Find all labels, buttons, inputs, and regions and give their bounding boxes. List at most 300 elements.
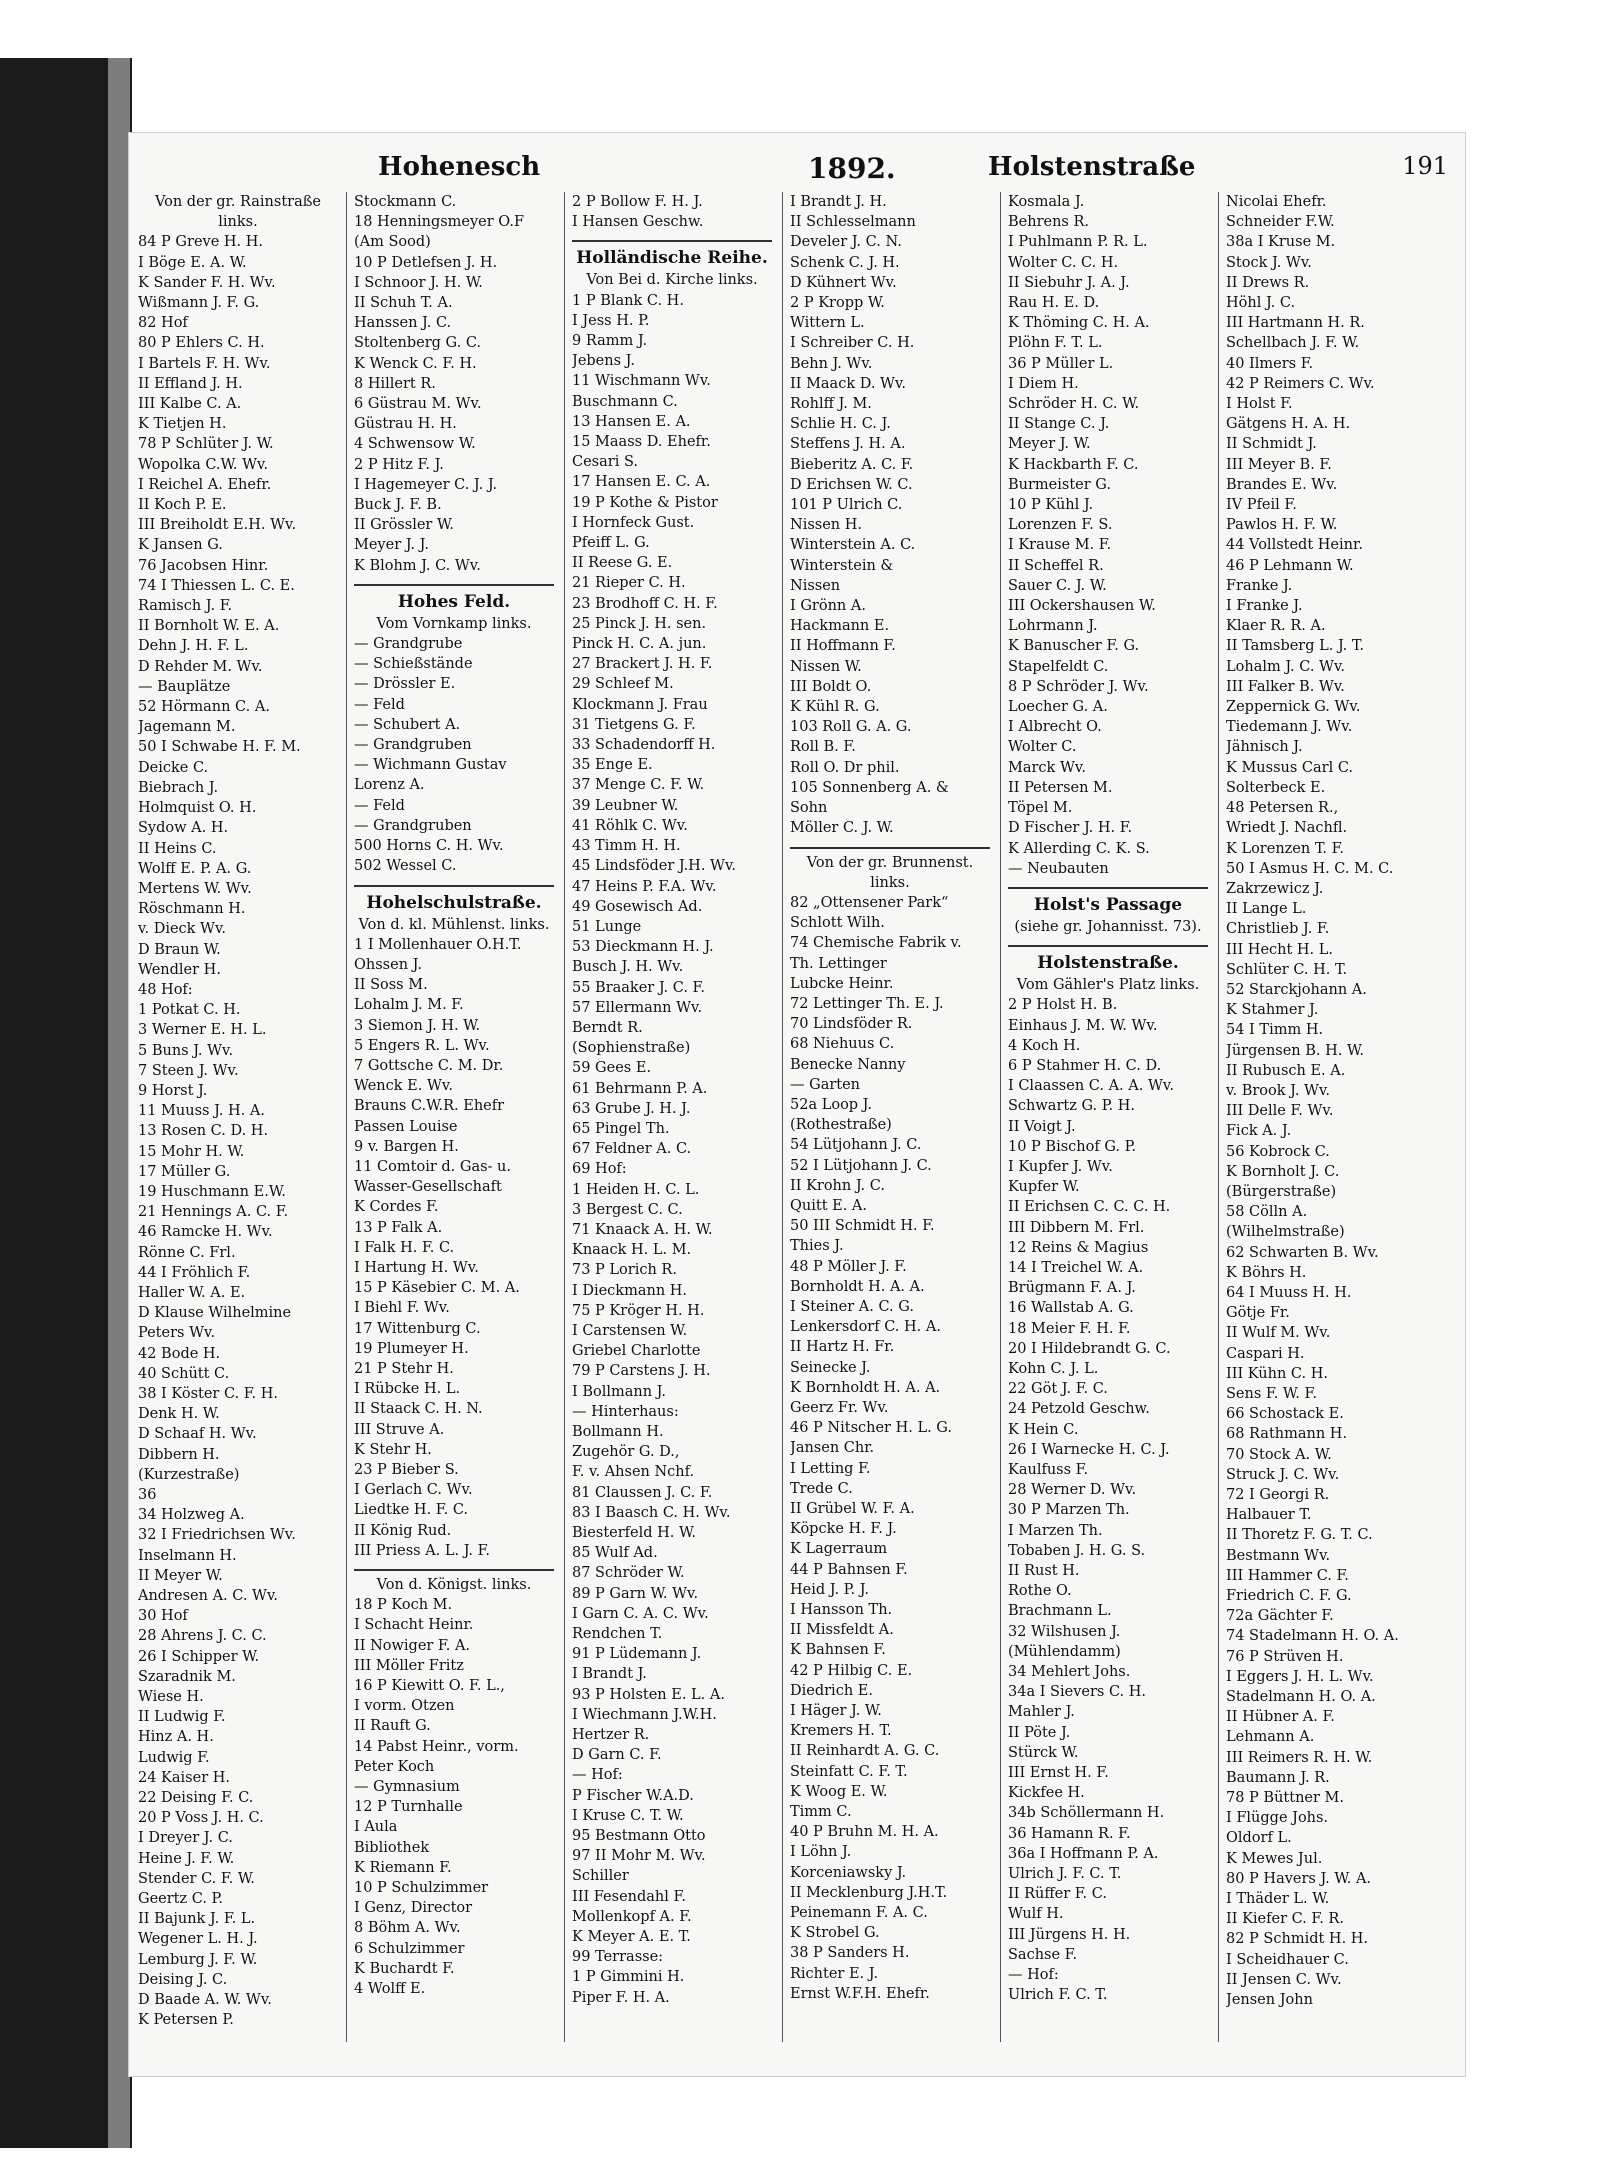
directory-entry: Nissen W. <box>790 658 862 675</box>
column-3 <box>572 192 772 2032</box>
directory-entry: III Möller Fritz <box>354 1657 464 1674</box>
directory-entry: I Bartels F. H. Wv. <box>138 355 271 372</box>
directory-entry: 2 P Holst H. B. <box>1008 997 1118 1014</box>
directory-entry: 39 Leubner W. <box>572 797 679 814</box>
directory-entry: I Dieckmann H. <box>572 1282 688 1299</box>
directory-entry: 81 Claussen J. C. F. <box>572 1484 713 1501</box>
directory-entry: Kosmala J. <box>1008 194 1085 210</box>
directory-entry: 1 P Gimmini H. <box>572 1969 685 1986</box>
directory-entry: I Flügge Johs. <box>1226 1810 1329 1827</box>
directory-entry: Schenk C. J. H. <box>790 254 900 271</box>
directory-entry: I vorm. Otzen <box>354 1698 455 1715</box>
directory-entry: II Krohn J. C. <box>790 1177 885 1194</box>
directory-entry: Deising J. C. <box>138 1971 228 1988</box>
directory-entry: 36 Hamann R. F. <box>1008 1825 1131 1842</box>
header-left-street: Hohenesch <box>378 152 541 182</box>
directory-entry: 70 Stock A. W. <box>1226 1446 1332 1463</box>
directory-entry: 3 Bergest C. C. <box>572 1201 683 1218</box>
directory-entry: 15 Mohr H. W. <box>138 1143 245 1160</box>
directory-entry: Schlüter C. H. T. <box>1226 961 1348 978</box>
directory-entry: Dehn J. H. F. L. <box>138 638 249 655</box>
column-rule <box>1000 192 1001 2042</box>
directory-entry: 27 Brackert J. H. F. <box>572 656 713 673</box>
directory-entry: 8 Böhm A. Wv. <box>354 1920 461 1937</box>
directory-entry: — Hinterhaus: <box>572 1403 679 1420</box>
page-header <box>128 152 1466 186</box>
directory-entry: D Schaaf H. Wv. <box>138 1426 257 1443</box>
directory-entry: 34 Holzweg A. <box>138 1507 245 1524</box>
directory-entry: v. Dieck Wv. <box>138 921 227 938</box>
directory-entry: K Mewes Jul. <box>1226 1850 1323 1867</box>
directory-entry: Christlieb J. F. <box>1226 921 1330 938</box>
directory-entry: Busch J. H. Wv. <box>572 959 684 976</box>
directory-entry: 82 Hof <box>138 315 188 332</box>
directory-entry: K Buchardt F. <box>354 1960 455 1977</box>
directory-entry: Von der gr. Brunnenst. <box>806 854 974 871</box>
directory-entry: Geerz Fr. Wv. <box>790 1399 889 1416</box>
directory-entry: 56 Kobrock C. <box>1226 1143 1330 1160</box>
directory-entry: Sohn <box>790 800 828 817</box>
directory-entry: III Kalbe C. A. <box>138 396 242 413</box>
directory-entry: I Albrecht O. <box>1008 719 1102 736</box>
directory-entry: 21 Rieper C. H. <box>572 575 686 592</box>
directory-entry: 24 Petzold Geschw. <box>1008 1401 1150 1418</box>
directory-entry: Loecher G. A. <box>1008 699 1108 716</box>
directory-entry: III Ockershausen W. <box>1008 598 1156 615</box>
directory-entry: Steinfatt C. F. T. <box>790 1763 908 1780</box>
directory-entry: I Scheidhauer C. <box>1226 1951 1349 1968</box>
directory-entry: 82 „Ottensener Park“ <box>790 894 949 911</box>
street-heading: Holländische Reihe. <box>576 248 768 269</box>
directory-entry: Möller C. J. W. <box>790 820 894 837</box>
directory-entry: K Bornholt J. C. <box>1226 1163 1340 1180</box>
column-rule <box>1218 192 1219 2042</box>
directory-entry: 16 P Kiewitt O. F. L., <box>354 1678 505 1695</box>
column-6 <box>1226 192 1458 2032</box>
directory-entry: 19 Huschmann E.W. <box>138 1183 286 1200</box>
directory-entry: Geertz C. P. <box>138 1891 223 1908</box>
directory-entry: II Maack D. Wv. <box>790 375 907 392</box>
directory-entry: II Heins C. <box>138 840 217 857</box>
directory-entry: Benecke Nanny <box>790 1056 906 1073</box>
directory-entry: 61 Behrmann P. A. <box>572 1080 708 1097</box>
directory-entry: Peinemann F. A. C. <box>790 1905 928 1922</box>
directory-entry: Schiller <box>572 1868 629 1885</box>
directory-entry: Caspari H. <box>1226 1345 1305 1362</box>
directory-entry: 36a I Hoffmann P. A. <box>1008 1845 1159 1862</box>
directory-entry: III Delle F. Wv. <box>1226 1103 1334 1120</box>
directory-entry: 105 Sonnenberg A. & <box>790 779 949 796</box>
section-divider <box>1008 879 1208 889</box>
directory-entry: 52 Starckjohann A. <box>1226 981 1367 998</box>
directory-entry: 73 P Lorich R. <box>572 1262 677 1279</box>
directory-entry: II Petersen M. <box>1008 779 1113 796</box>
directory-entry: II Hartz H. Fr. <box>790 1339 895 1356</box>
directory-entry: Hinz A. H. <box>138 1729 214 1746</box>
directory-entry: Jensen John <box>1226 1992 1313 2009</box>
directory-entry: — Hof: <box>572 1767 623 1784</box>
directory-entry: D Rehder M. Wv. <box>138 658 263 675</box>
directory-entry: 18 P Koch M. <box>354 1597 453 1614</box>
directory-entry: Lorenzen F. S. <box>1008 517 1113 534</box>
directory-entry: Quitt E. A. <box>790 1197 868 1214</box>
directory-entry: D Fischer J. H. F. <box>1008 820 1133 837</box>
directory-entry: 1 I Mollenhauer O.H.T. <box>354 936 522 953</box>
directory-entry: 13 Hansen E. A. <box>572 413 691 430</box>
directory-entry: Klaer R. R. A. <box>1226 618 1326 635</box>
section-divider <box>354 576 554 586</box>
directory-entry: Röschmann H. <box>138 901 246 918</box>
directory-entry: 52 Hörmann C. A. <box>138 699 270 716</box>
directory-entry: 2 P Kropp W. <box>790 295 885 312</box>
directory-entry: Rönne C. Frl. <box>138 1244 236 1261</box>
directory-entry: K Tietjen H. <box>138 416 227 433</box>
directory-entry: 70 Lindsföder R. <box>790 1016 913 1033</box>
directory-entry: Vom Vornkamp links. <box>376 615 532 632</box>
directory-entry: Seinecke J. <box>790 1359 871 1376</box>
directory-entry: Griebel Charlotte <box>572 1343 701 1360</box>
directory-entry: Denk H. W. <box>138 1406 220 1423</box>
header-right-street: Holstenstraße <box>988 152 1196 182</box>
directory-entry: 72 I Georgi R. <box>1226 1487 1330 1503</box>
directory-entry: 1 Heiden H. C. L. <box>572 1181 700 1198</box>
directory-entry: 59 Gees E. <box>572 1060 652 1077</box>
directory-entry: I Reichel A. Ehefr. <box>138 476 272 493</box>
directory-entry: Plöhn F. T. L. <box>1008 335 1103 352</box>
directory-entry: Struck J. C. Wv. <box>1226 1466 1340 1483</box>
directory-entry: Tiedemann J. Wv. <box>1226 719 1353 736</box>
directory-entry: 41 Röhlk C. Wv. <box>572 817 688 834</box>
directory-entry: 11 Muuss J. H. A. <box>138 1103 265 1120</box>
directory-entry: Stürck W. <box>1008 1744 1079 1761</box>
directory-entry: II Mecklenburg J.H.T. <box>790 1884 948 1901</box>
directory-entry: 17 Wittenburg C. <box>354 1320 481 1337</box>
directory-entry: Von d. kl. Mühlenst. links. <box>358 916 550 933</box>
directory-entry: I Letting F. <box>790 1460 871 1477</box>
directory-entry: Lohalm J. C. Wv. <box>1226 658 1346 675</box>
directory-entry: K Sander F. H. Wv. <box>138 274 276 291</box>
directory-entry: Wopolka C.W. Wv. <box>138 456 269 473</box>
directory-entry: 5 Engers R. L. Wv. <box>354 1037 490 1054</box>
directory-entry: Friedrich C. F. G. <box>1226 1588 1352 1605</box>
directory-entry: K Woog E. W. <box>790 1783 888 1800</box>
directory-entry: II Meyer W. <box>138 1567 223 1584</box>
directory-entry: Ulrich F. C. T. <box>1008 1987 1108 2004</box>
directory-entry: Einhaus J. M. W. Wv. <box>1008 1017 1158 1034</box>
directory-entry: Hackmann E. <box>790 618 890 635</box>
directory-entry: K Blohm J. C. Wv. <box>354 557 481 574</box>
directory-entry: 93 P Holsten E. L. A. <box>572 1686 725 1703</box>
directory-entry: (siehe gr. Johannisst. 73). <box>1014 918 1202 935</box>
directory-entry: 53 Dieckmann H. J. <box>572 939 714 956</box>
directory-entry: I Holst F. <box>1226 396 1293 413</box>
directory-entry: 500 Horns C. H. Wv. <box>354 838 504 855</box>
directory-entry: — Grandgrube <box>354 636 463 653</box>
directory-entry: Lehmann A. <box>1226 1729 1315 1746</box>
directory-entry: I Marzen Th. <box>1008 1522 1103 1539</box>
directory-entry: 6 Güstrau M. Wv. <box>354 396 482 413</box>
directory-entry: 26 I Warnecke H. C. J. <box>1008 1441 1170 1458</box>
directory-entry: Köpcke H. F. J. <box>790 1521 897 1538</box>
directory-entry: I Hartung H. Wv. <box>354 1259 479 1276</box>
directory-entry: 33 Schadendorff H. <box>572 737 716 754</box>
directory-entry: Thies J. <box>790 1238 844 1255</box>
directory-entry: (Sophienstraße) <box>572 1040 691 1057</box>
directory-entry: Pfeiff L. G. <box>572 535 650 552</box>
directory-entry: I Falk H. F. C. <box>354 1239 455 1256</box>
directory-entry: II Thoretz F. G. T. C. <box>1226 1527 1373 1544</box>
directory-entry: Ramisch J. F. <box>138 598 233 615</box>
directory-entry: 99 Terrasse: <box>572 1949 664 1966</box>
directory-entry: Sens F. W. F. <box>1226 1385 1317 1402</box>
directory-entry: I Wiechmann J.W.H. <box>572 1706 717 1723</box>
directory-entry: I Hornfeck Gust. <box>572 514 695 531</box>
directory-entry: 32 I Friedrichsen Wv. <box>138 1527 296 1544</box>
directory-entry: 23 Brodhoff C. H. F. <box>572 595 718 612</box>
directory-entry: 78 P Büttner M. <box>1226 1790 1344 1807</box>
directory-entry: III Hecht H. L. <box>1226 941 1334 958</box>
directory-entry: I Kruse C. T. W. <box>572 1807 684 1824</box>
directory-entry: Wolter C. <box>1008 739 1077 756</box>
street-heading: Holst's Passage <box>1033 894 1183 915</box>
directory-entry: 7 Steen J. Wv. <box>138 1062 239 1079</box>
directory-entry: II Grössler W. <box>354 517 454 534</box>
directory-entry: Ernst W.F.H. Ehefr. <box>790 1985 930 2002</box>
directory-entry: 76 P Strüven H. <box>1226 1648 1344 1665</box>
directory-entry: I Rübcke H. L. <box>354 1381 461 1398</box>
directory-entry: Schlott Wilh. <box>790 915 885 932</box>
directory-entry: Mollenkopf A. F. <box>572 1908 692 1925</box>
directory-entry: I Claassen C. A. A. Wv. <box>1008 1078 1174 1095</box>
directory-entry: Roll O. Dr phil. <box>790 759 900 776</box>
directory-entry: Kupfer W. <box>1008 1179 1080 1196</box>
directory-entry: Lohrmann J. <box>1008 618 1098 635</box>
directory-entry: 5 Buns J. Wv. <box>138 1042 234 1059</box>
directory-entry: 50 I Asmus H. C. M. C. <box>1226 860 1394 877</box>
directory-entry: II Effland J. H. <box>138 375 243 392</box>
directory-entry: 4 Koch H. <box>1008 1037 1081 1054</box>
directory-entry: Steffens J. H. A. <box>790 436 906 453</box>
directory-entry: Holmquist O. H. <box>138 800 257 817</box>
directory-entry: II Missfeldt A. <box>790 1622 894 1639</box>
directory-entry: 4 Schwensow W. <box>354 436 476 453</box>
directory-entry: 4 Wolff E. <box>354 1981 426 1998</box>
directory-entry: Ohssen J. <box>354 956 422 973</box>
street-heading: Hohes Feld. <box>397 591 511 612</box>
directory-entry: 2 P Hitz F. J. <box>354 456 444 473</box>
directory-entry: Behrens R. <box>1008 214 1090 231</box>
directory-entry: II Hübner A. F. <box>1226 1709 1335 1726</box>
directory-entry: I Schacht Heinr. <box>354 1617 474 1634</box>
directory-entry: Götje Fr. <box>1226 1305 1290 1322</box>
directory-entry: 76 Jacobsen Hinr. <box>138 557 269 574</box>
header-year: 1892. <box>808 152 896 185</box>
directory-entry: Lohalm J. M. F. <box>354 997 464 1014</box>
directory-entry: Wiese H. <box>138 1689 204 1706</box>
directory-entry: 65 Pingel Th. <box>572 1120 670 1137</box>
directory-entry: K Mussus Carl C. <box>1226 759 1354 776</box>
directory-entry: 10 P Kühl J. <box>1008 497 1094 514</box>
directory-entry: Schneider F.W. <box>1226 214 1335 231</box>
directory-entry: II Grübel W. F. A. <box>790 1501 915 1517</box>
directory-entry: 58 Cölln A. <box>1226 1204 1308 1221</box>
directory-entry: Nicolai Ehefr. <box>1226 194 1327 210</box>
directory-entry: Bibliothek <box>354 1839 430 1856</box>
directory-entry: 68 Rathmann H. <box>1226 1426 1348 1443</box>
directory-entry: — Feld <box>354 696 405 713</box>
directory-entry: II Bajunk J. F. L. <box>138 1911 256 1928</box>
directory-entry: 46 P Nitscher H. L. G. <box>790 1420 952 1437</box>
directory-entry: 66 Schostack E. <box>1226 1406 1344 1423</box>
directory-entry: 32 Wilshusen J. <box>1008 1623 1121 1640</box>
directory-entry: III Kühn C. H. <box>1226 1365 1328 1382</box>
directory-entry: Biebrach J. <box>138 779 219 796</box>
directory-entry: 74 Chemische Fabrik v. <box>790 935 962 952</box>
directory-entry: — Grandgruben <box>354 817 472 834</box>
directory-entry: I Löhn J. <box>790 1844 852 1861</box>
directory-entry: 13 P Falk A. <box>354 1219 443 1236</box>
directory-entry: 97 II Mohr M. Wv. <box>572 1848 706 1865</box>
directory-entry: 91 P Lüdemann J. <box>572 1646 702 1663</box>
directory-entry: I Krause M. F. <box>1008 537 1112 554</box>
directory-entry: 35 Enge E. <box>572 757 653 774</box>
directory-entry: 43 Timm H. H. <box>572 838 681 855</box>
directory-entry: Pawlos H. F. W. <box>1226 517 1338 534</box>
directory-entry: I Häger J. W. <box>790 1703 882 1720</box>
directory-entry: II Schmidt J. <box>1226 436 1317 453</box>
directory-entry: Heine J. F. W. <box>138 1850 235 1867</box>
directory-entry: Buck J. F. B. <box>354 497 442 514</box>
directory-entry: 9 Horst J. <box>138 1082 208 1099</box>
directory-entry: II Reinhardt A. G. C. <box>790 1743 940 1760</box>
directory-entry: Jähnisch J. <box>1226 739 1303 756</box>
directory-entry: — Schießstände <box>354 656 473 673</box>
directory-entry: I Diem H. <box>1008 375 1079 392</box>
directory-entry: Schellbach J. F. W. <box>1226 335 1360 352</box>
directory-entry: 6 Schulzimmer <box>354 1940 465 1957</box>
directory-entry: 22 Göt J. F. C. <box>1008 1381 1108 1398</box>
directory-entry: 9 v. Bargen H. <box>354 1138 459 1155</box>
directory-entry: II Rust H. <box>1008 1563 1080 1579</box>
directory-entry: Halbauer T. <box>1226 1507 1312 1524</box>
directory-entry: 85 Wulf Ad. <box>572 1545 658 1562</box>
directory-entry: III Ernst H. F. <box>1008 1765 1109 1782</box>
directory-entry: Brachmann L. <box>1008 1603 1112 1620</box>
directory-entry: 45 Lindsföder J.H. Wv. <box>572 858 737 875</box>
directory-entry: 24 Kaiser H. <box>138 1769 230 1786</box>
directory-entry: Jürgensen B. H. W. <box>1226 1042 1364 1059</box>
directory-entry: Stender C. F. W. <box>138 1870 255 1887</box>
directory-entry: 1 Potkat C. H. <box>138 1002 241 1019</box>
directory-entry: III Fesendahl F. <box>572 1888 686 1905</box>
directory-entry: III Meyer B. F. <box>1226 456 1332 473</box>
directory-entry: I Carstensen W. <box>572 1322 688 1339</box>
directory-entry: Wolter C. C. H. <box>1008 254 1119 271</box>
directory-entry: 101 P Ulrich C. <box>790 497 903 514</box>
directory-entry: 14 Pabst Heinr., vorm. <box>354 1738 519 1755</box>
directory-entry: 1 P Blank C. H. <box>572 292 684 309</box>
directory-entry: II Pöte J. <box>1008 1724 1071 1741</box>
directory-entry: 38a I Kruse M. <box>1226 234 1336 251</box>
directory-entry: — Drössler E. <box>354 676 456 693</box>
directory-entry: Bieberitz A. C. F. <box>790 456 914 473</box>
directory-entry: Peter Koch <box>354 1758 435 1775</box>
directory-entry: K Meyer A. E. T. <box>572 1929 691 1946</box>
directory-entry: Zeppernick G. Wv. <box>1226 699 1361 716</box>
directory-entry: Lubcke Heinr. <box>790 975 894 992</box>
directory-entry: 52 I Lütjohann J. C. <box>790 1157 932 1174</box>
column-2 <box>354 192 554 2032</box>
directory-entry: 37 Menge C. F. W. <box>572 777 705 794</box>
directory-entry: Franke J. <box>1226 577 1293 594</box>
directory-entry: 2 P Bollow F. H. J. <box>572 194 703 210</box>
directory-entry: 36 P Müller L. <box>1008 355 1114 372</box>
directory-entry: Heid J. P. J. <box>790 1581 869 1598</box>
directory-entry: II Rauft G. <box>354 1718 431 1735</box>
directory-entry: — Feld <box>354 797 405 814</box>
directory-entry: 87 Schröder W. <box>572 1565 685 1582</box>
directory-entry: 48 Hof: <box>138 981 193 998</box>
directory-entry: Nissen H. <box>790 517 862 534</box>
directory-entry: Jebens J. <box>572 353 635 370</box>
directory-entry: Fick A. J. <box>1226 1123 1292 1140</box>
directory-entry: Wenck E. Wv. <box>354 1078 453 1095</box>
directory-entry: I Thäder L. W. <box>1226 1891 1330 1908</box>
directory-entry: 67 Feldner A. C. <box>572 1141 692 1158</box>
directory-entry: 15 Maass D. Ehefr. <box>572 434 711 451</box>
directory-entry: Roll B. F. <box>790 739 856 756</box>
directory-entry: Güstrau H. H. <box>354 416 457 433</box>
directory-entry: links. <box>218 214 258 231</box>
directory-entry: 38 P Sanders H. <box>790 1945 910 1962</box>
directory-entry: Mertens W. Wv. <box>138 880 252 897</box>
directory-entry: K Cordes F. <box>354 1199 439 1216</box>
directory-entry: Von d. Königst. links. <box>376 1577 532 1593</box>
directory-entry: Szaradnik M. <box>138 1668 236 1685</box>
directory-entry: Kohn C. J. L. <box>1008 1360 1099 1377</box>
directory-entry: II Siebuhr J. A. J. <box>1008 274 1130 291</box>
directory-entry: Buschmann C. <box>572 393 678 410</box>
directory-entry: Haller W. A. E. <box>138 1284 246 1301</box>
directory-entry: II Lange L. <box>1226 901 1307 918</box>
directory-entry: Korceniawsky J. <box>790 1864 907 1881</box>
directory-entry: II Bornholt W. E. A. <box>138 618 280 635</box>
directory-entry: I Dreyer J. C. <box>138 1830 233 1847</box>
directory-entry: III Boldt O. <box>790 678 872 695</box>
directory-entry: I Schreiber C. H. <box>790 335 915 352</box>
directory-entry: 23 P Bieber S. <box>354 1461 459 1478</box>
directory-entry: Rau H. E. D. <box>1008 295 1100 312</box>
directory-entry: K Petersen P. <box>138 2012 234 2029</box>
directory-entry: Lenkersdorf C. H. A. <box>790 1319 941 1336</box>
directory-entry: II Jensen C. Wv. <box>1226 1971 1342 1988</box>
directory-entry: II Wulf M. Wv. <box>1226 1325 1331 1342</box>
directory-entry: I Steiner A. C. G. <box>790 1298 914 1315</box>
directory-entry: (Kurzestraße) <box>138 1466 240 1483</box>
directory-entry: 21 Hennings A. C. F. <box>138 1204 289 1221</box>
directory-entry: III Dibbern M. Frl. <box>1008 1219 1145 1236</box>
directory-entry: II Voigt J. <box>1008 1118 1076 1135</box>
column-rule <box>346 192 347 2042</box>
directory-entry: (Wilhelmstraße) <box>1226 1224 1345 1241</box>
directory-entry: Baumann J. R. <box>1226 1769 1330 1786</box>
directory-entry: 7 Gottsche C. M. Dr. <box>354 1057 504 1074</box>
directory-entry: Jagemann M. <box>138 719 236 736</box>
directory-entry: K Stehr H. <box>354 1441 432 1458</box>
directory-entry: 9 Ramm J. <box>572 333 648 350</box>
street-heading: Holstenstraße. <box>1037 953 1179 974</box>
directory-entry: 30 Hof <box>138 1608 188 1625</box>
